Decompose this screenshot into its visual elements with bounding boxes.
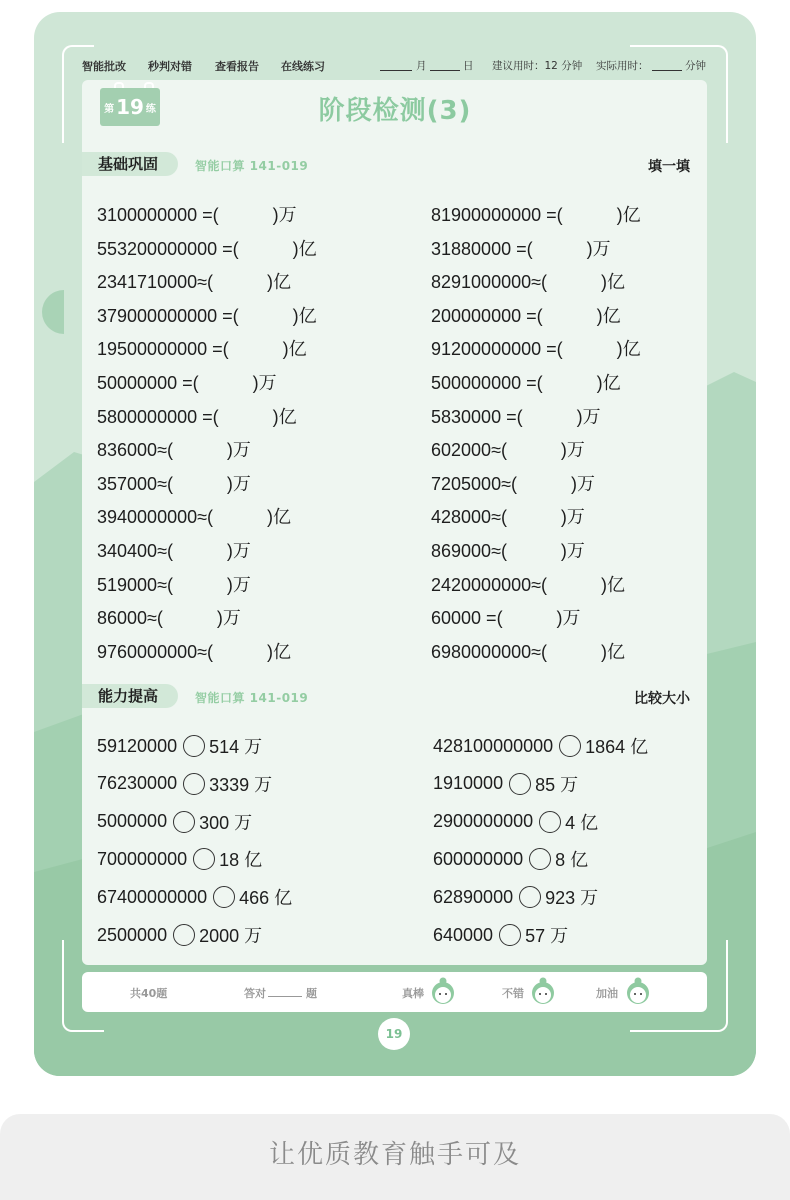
compare-left-value: 2900000000 (433, 811, 534, 832)
fill-in-question[interactable]: 836000≈( )万 (97, 440, 251, 461)
compare-question (433, 884, 598, 910)
compare-right-value: 923 万 (545, 888, 599, 909)
answer-circle[interactable] (519, 886, 541, 908)
minutes-label: 分钟 (685, 60, 706, 72)
face-icon[interactable] (625, 976, 651, 1006)
fill-in-question[interactable]: 8291000000≈( )亿 (431, 272, 625, 293)
actual-time-blank (652, 58, 682, 71)
day-blank (430, 58, 460, 71)
compare-right-value: 514 万 (209, 737, 263, 757)
compare-left-value: 67400000000 (97, 886, 208, 907)
fill-in-question[interactable]: 3940000000≈( )亿 (97, 507, 291, 528)
fill-in-question[interactable]: 602000≈( )万 (431, 440, 585, 461)
answer-circle[interactable] (183, 735, 205, 757)
fill-in-question[interactable]: 2420000000≈( )亿 (431, 574, 625, 595)
fill-in-question[interactable]: 60000 =( )万 (431, 608, 581, 629)
compare-left-value: 1910000 (433, 773, 504, 794)
fill-in-question[interactable]: 379000000000 =( )亿 (97, 305, 317, 326)
top-toolbar (82, 58, 708, 76)
answer-circle[interactable] (173, 924, 195, 946)
answer-circle[interactable] (213, 886, 235, 908)
fill-in-question[interactable]: 340400≈( )万 (97, 541, 251, 561)
answer-circle[interactable] (529, 848, 551, 870)
compare-question (433, 922, 568, 948)
fill-in-question[interactable]: 9760000000≈( )亿 (97, 641, 291, 662)
rating-keep-going-label: 加油 (596, 987, 618, 1000)
compare-right-value: 18 亿 (219, 850, 263, 871)
suggested-time: 建议用时：12 分钟 (492, 60, 583, 72)
answer-circle[interactable] (193, 848, 215, 870)
section-tag-advanced: 能力提高 (82, 684, 178, 708)
fill-in-question[interactable]: 357000≈( )万 (97, 473, 251, 494)
compare-left-value: 59120000 (97, 735, 178, 756)
rating-great-label: 真棒 (402, 987, 424, 1000)
answer-circle[interactable] (183, 773, 205, 795)
day-label: 日 (463, 60, 474, 72)
rating-good-label: 不错 (502, 987, 524, 1000)
compare-right-value: 466 亿 (239, 888, 293, 909)
badge-suffix: 练 (145, 103, 156, 115)
fill-in-question[interactable]: 200000000 =( )亿 (431, 305, 621, 326)
compare-right-value: 85 万 (535, 774, 579, 795)
score-bar (82, 972, 707, 1012)
fill-in-question[interactable]: 553200000000 =( )亿 (97, 238, 317, 259)
slogan-banner: 让优质教育触手可及 (0, 1114, 790, 1200)
link-instant-judge[interactable]: 秒判对错 (148, 60, 192, 73)
link-online-practice[interactable]: 在线练习 (281, 60, 325, 73)
compare-right-value: 300 万 (199, 812, 253, 833)
compare-left-value: 700000000 (97, 848, 188, 869)
compare-question (97, 884, 292, 910)
compare-right-value: 4 亿 (565, 812, 599, 833)
fill-in-question[interactable]: 86000≈( )万 (97, 608, 241, 629)
month-label: 月 (416, 60, 427, 72)
compare-right-value: 1864 亿 (585, 737, 649, 757)
correct-prefix: 答对 (244, 987, 266, 1000)
answer-circle[interactable] (173, 811, 195, 833)
section-type: 比较大小 (634, 691, 690, 707)
compare-right-value: 57 万 (525, 926, 569, 946)
section-type: 填一填 (648, 159, 690, 175)
total-questions: 共40题 (130, 987, 168, 1000)
compare-question (433, 846, 588, 872)
fill-in-question[interactable]: 519000≈( )万 (97, 574, 251, 595)
compare-question (433, 733, 648, 759)
fill-in-question[interactable]: 869000≈( )万 (431, 541, 585, 561)
fill-in-question[interactable]: 5830000 =( )万 (431, 406, 601, 427)
month-blank (380, 58, 412, 71)
compare-left-value: 428100000000 (433, 735, 554, 756)
fill-in-question[interactable]: 428000≈( )万 (431, 507, 585, 528)
fill-in-question[interactable]: 50000000 =( )万 (97, 373, 277, 393)
compare-question (97, 771, 272, 797)
actual-time-label: 实际用时： (596, 60, 649, 72)
compare-left-value: 5000000 (97, 811, 168, 832)
answer-circle[interactable] (559, 735, 581, 757)
face-icon[interactable] (530, 976, 556, 1006)
section-code[interactable]: 智能口算 141-019 (195, 691, 309, 705)
compare-question (97, 846, 262, 872)
fill-in-question[interactable]: 19500000000 =( )亿 (97, 339, 307, 360)
correct-suffix: 题 (306, 987, 317, 1000)
answer-circle[interactable] (539, 811, 561, 833)
correct-blank[interactable] (268, 985, 302, 997)
compare-question (97, 922, 262, 948)
badge-prefix: 第 (104, 103, 115, 115)
fill-in-question[interactable]: 500000000 =( )亿 (431, 373, 621, 393)
page-number: 19 (378, 1018, 410, 1050)
link-smart-grading[interactable]: 智能批改 (82, 60, 126, 73)
page-title: 阶段检测(3) (318, 96, 472, 126)
section-code[interactable]: 智能口算 141-019 (195, 159, 309, 173)
fill-in-question[interactable]: 5800000000 =( )亿 (97, 406, 297, 427)
fill-in-question[interactable]: 91200000000 =( )亿 (431, 339, 641, 360)
compare-left-value: 76230000 (97, 773, 178, 794)
compare-right-value: 8 亿 (555, 850, 589, 871)
compare-question (433, 809, 598, 835)
answer-circle[interactable] (499, 924, 521, 946)
fill-in-question[interactable]: 2341710000≈( )亿 (97, 272, 291, 293)
badge-number: 19 (116, 95, 144, 119)
compare-left-value: 640000 (433, 924, 494, 945)
compare-right-value: 3339 万 (209, 774, 273, 795)
compare-left-value: 62890000 (433, 886, 514, 907)
compare-question (97, 733, 262, 759)
compare-left-value: 2500000 (97, 924, 168, 945)
compare-question (97, 809, 252, 835)
link-view-report[interactable]: 查看报告 (215, 60, 259, 73)
fill-in-question[interactable]: 6980000000≈( )亿 (431, 641, 625, 662)
fill-in-question[interactable]: 31880000 =( )万 (431, 238, 611, 259)
fill-in-question[interactable]: 7205000≈( )万 (431, 473, 595, 494)
section-tag-basic: 基础巩固 (82, 152, 178, 176)
fill-in-question[interactable]: 81900000000 =( )亿 (431, 205, 641, 225)
face-icon[interactable] (430, 976, 456, 1006)
compare-left-value: 600000000 (433, 848, 524, 869)
compare-question (433, 771, 578, 797)
fill-in-question[interactable]: 3100000000 =( )万 (97, 205, 297, 225)
answer-circle[interactable] (509, 773, 531, 795)
compare-right-value: 2000 万 (199, 926, 263, 946)
